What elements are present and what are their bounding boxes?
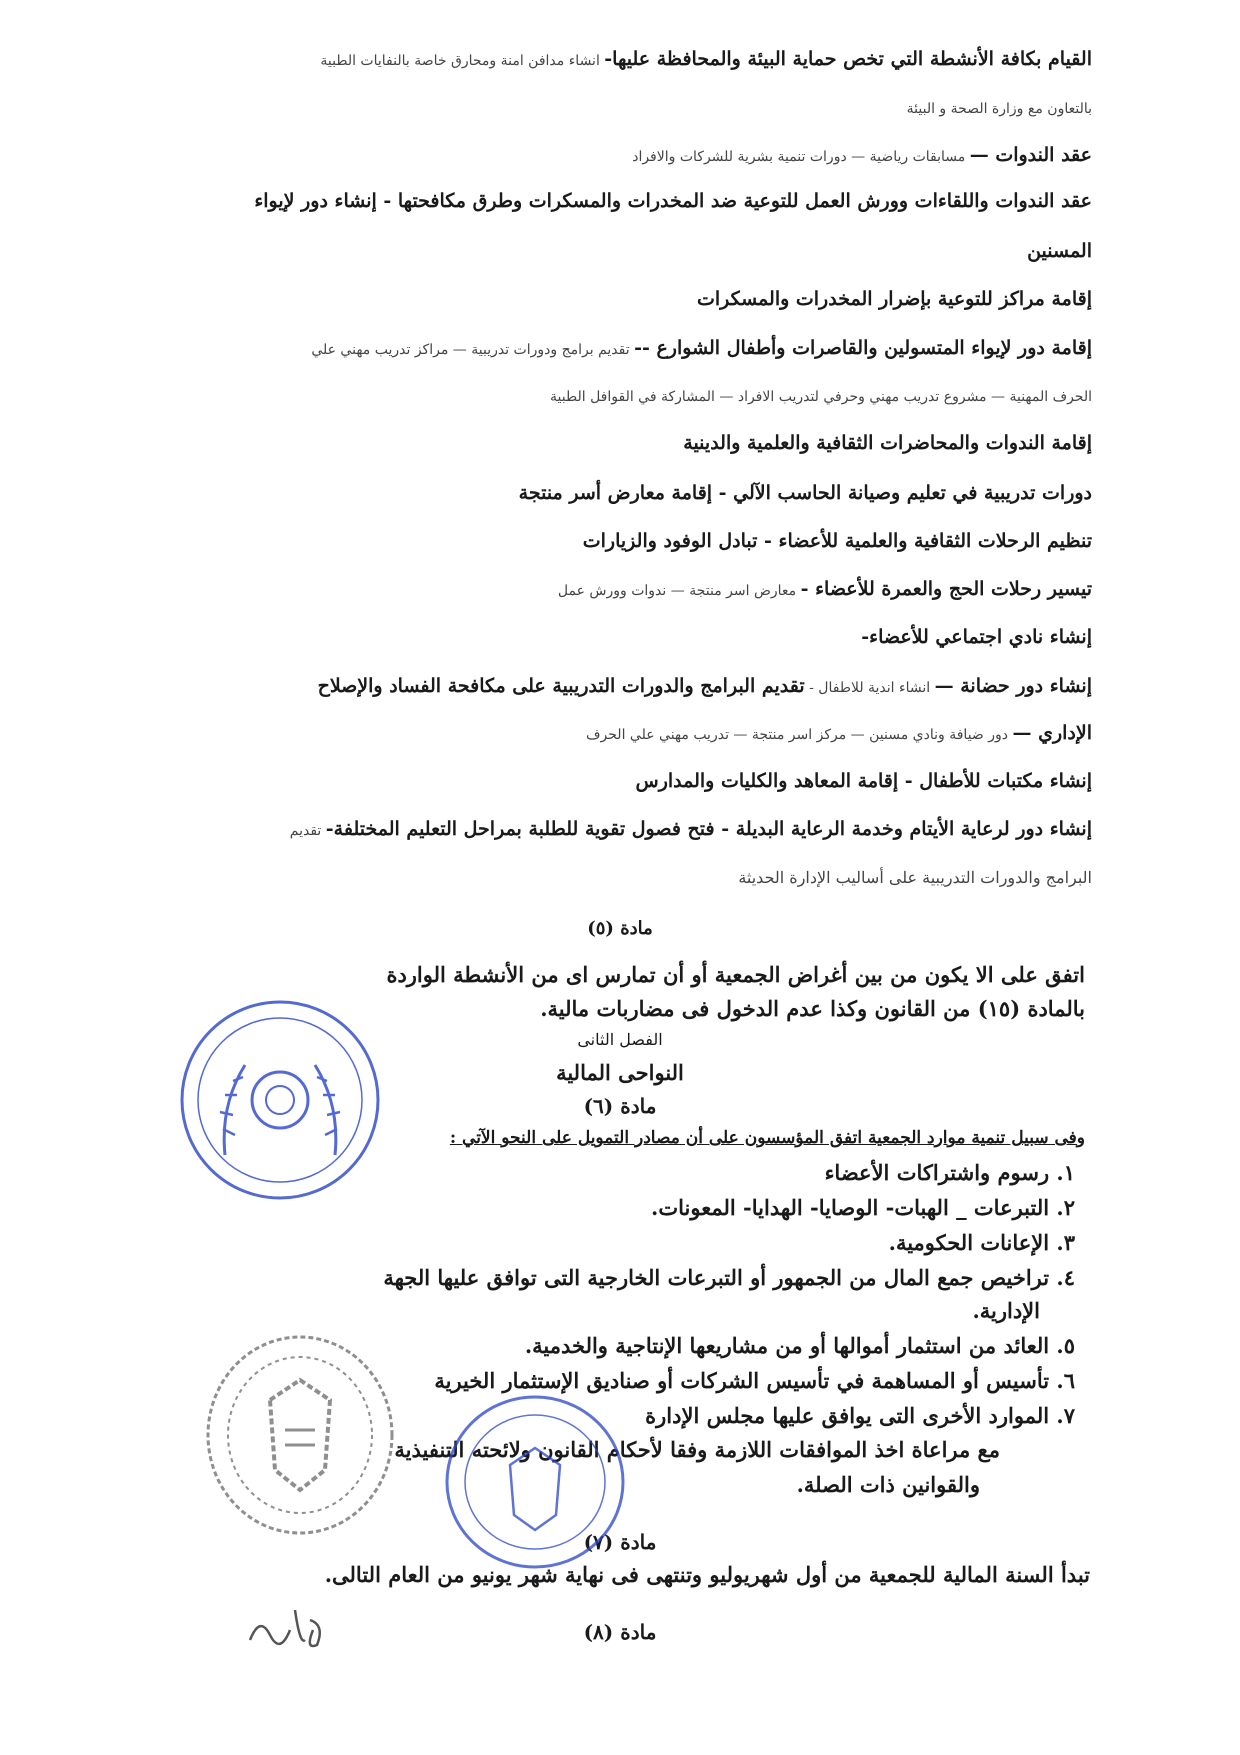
activity-light: مسابقات رياضية — دورات تنمية بشرية للشركات والافراد: [632, 149, 970, 165]
activity-line: [583, 530, 1092, 553]
activity-bold: إقامة مراكز للتوعية بإضرار المخدرات والمسكرات: [696, 288, 1092, 310]
funding-item-number: ٥.: [1056, 1333, 1075, 1358]
chapter-label: الفصل الثانى: [577, 1030, 663, 1049]
funding-item-number: ٧.: [1056, 1403, 1075, 1428]
funding-item-text: الإعانات الحكومية.: [888, 1230, 1050, 1255]
activity-line: [320, 48, 1092, 71]
funding-item: [645, 1403, 1075, 1428]
funding-item: [825, 1160, 1075, 1185]
activity-light: تقديم: [289, 823, 326, 839]
funding-item-number: ٦.: [1056, 1368, 1075, 1393]
activity-bold: عقد الندوات —: [969, 144, 1092, 166]
article5-line1: اتفق على الا يكون من بين أغراض الجمعية أو أن تمارس اى من الأنشطة الواردة: [386, 962, 1085, 987]
activity-line: [550, 384, 1092, 407]
funding-item-text: العائد من استثمار أموالها أو من مشاريعها الإنتاجية والخدمية.: [524, 1333, 1050, 1358]
activity-bold: الإداري —: [1012, 722, 1092, 744]
blue-stamp-left: [165, 985, 395, 1215]
activity-bold: تيسير رحلات الحج والعمرة للأعضاء -: [800, 578, 1092, 600]
activity-bold: تنظيم الرحلات الثقافية والعلمية للأعضاء - تبادل الوفود والزيارات: [582, 530, 1092, 552]
activity-line: [318, 675, 1092, 698]
activity-line: [290, 818, 1092, 841]
chapter-title: النواحى المالية: [556, 1060, 684, 1085]
activity-line: [558, 578, 1092, 601]
activity-line: [586, 722, 1092, 745]
activity-light: الحرف المهنية — مشروع تدريب مهني وحرفي لتدريب الافراد — المشاركة في القوافل الطبية: [550, 389, 1092, 405]
activity-line: [738, 866, 1092, 889]
signature-mark: [245, 1600, 335, 1655]
funding-item: [383, 1265, 1075, 1290]
funding-item-text: تأسيس أو المساهمة في تأسيس الشركات أو صناديق الإستثمار الخيرية: [434, 1368, 1050, 1393]
funding-item-number: ٢.: [1056, 1195, 1075, 1220]
article6-intro: وفى سبيل تنمية موارد الجمعية اتفق المؤسسون على أن مصادر التمويل على النحو الآتي :: [449, 1128, 1085, 1148]
article6-note2: والقوانين ذات الصلة.: [796, 1472, 980, 1497]
activity-line: [636, 770, 1093, 793]
funding-item-number: ١.: [1056, 1160, 1075, 1185]
activity-bold: إنشاء نادي اجتماعي للأعضاء-: [861, 626, 1092, 648]
activity-bold: تقديم البرامج والدورات التدريبية على مكافحة الفساد والإصلاح: [317, 675, 805, 697]
activity-bold: إقامة دور لإيواء المتسولين والقاصرات وأطفال الشوارع --: [634, 337, 1092, 359]
activity-light: تقديم برامج ودورات تدريبية — مراكز تدريب مهني علي: [311, 342, 635, 358]
activity-line: [683, 432, 1092, 455]
article8-heading: مادة (٨): [583, 1620, 657, 1644]
activity-bold: المسنين: [1027, 240, 1092, 262]
funding-item-text: الموارد الأخرى التى يوافق عليها مجلس الإدارة: [645, 1403, 1050, 1428]
activity-bold: إنشاء دور لرعاية الأيتام وخدمة الرعاية البديلة - فتح فصول تقوية للطلبة بمراحل التعليم المختلفة-: [325, 818, 1092, 840]
article7-text: تبدأ السنة المالية للجمعية من أول شهريوليو وتنتهى فى نهاية شهر يونيو من العام التالى.: [324, 1562, 1090, 1587]
activity-light: انشاء مدافن امنة ومحارق خاصة بالنفايات الطبية: [320, 53, 605, 69]
activity-light: البرامج والدورات التدريبية على أساليب الإدارة الحديثة: [738, 868, 1092, 887]
activity-line: [632, 144, 1092, 167]
activity-line: [254, 190, 1092, 213]
funding-item-number: ٣.: [1056, 1230, 1075, 1255]
article5-line2: بالمادة (١٥) من القانون وكذا عدم الدخول فى مضاربات مالية.: [540, 996, 1085, 1021]
activity-bold: دورات تدريبية في تعليم وصيانة الحاسب الآلي - إقامة معارض أسر منتجة: [518, 482, 1092, 504]
article5-heading: مادة (٥): [587, 918, 653, 939]
gray-stamp-left: [200, 1330, 400, 1540]
blue-stamp-center: [440, 1390, 630, 1575]
funding-item-text: الإدارية.: [972, 1298, 1040, 1323]
activity-bold: إنشاء مكتبات للأطفال - إقامة المعاهد والكليات والمدارس: [635, 770, 1092, 792]
funding-item: [651, 1195, 1075, 1220]
activity-line: [907, 96, 1092, 119]
funding-item-text: تراخيص جمع المال من الجمهور أو التبرعات الخارجية التى توافق عليها الجهة: [383, 1265, 1050, 1290]
funding-item-continued: [972, 1298, 1040, 1323]
activity-line: [697, 288, 1092, 311]
activity-bold: عقد الندوات واللقاءات وورش العمل للتوعية ضد المخدرات والمسكرات وطرق مكافحتها - إنشاء دور لإيواء: [254, 190, 1092, 212]
article6-note1: مع مراعاة اخذ الموافقات اللازمة وفقا لأحكام القانون ولائحته التنفيذية: [394, 1437, 1000, 1462]
funding-item: [525, 1333, 1075, 1358]
funding-item-text: التبرعات _ الهبات- الوصايا- الهدايا- المعونات.: [651, 1195, 1050, 1220]
activity-bold: إنشاء دور حضانة —: [934, 675, 1092, 697]
activity-light: بالتعاون مع وزارة الصحة و البيئة: [906, 101, 1092, 117]
activity-light: معارض اسر منتجة — ندوات وورش عمل: [557, 583, 801, 599]
activity-light: دور ضيافة ونادي مسنين — مركز اسر منتجة — تدريب مهني علي الحرف: [586, 727, 1013, 743]
article6-heading: مادة (٦): [583, 1094, 657, 1118]
article7-heading: مادة (٧): [583, 1530, 657, 1554]
activity-light: انشاء اندية للاطفال -: [804, 680, 935, 696]
activity-line: [311, 337, 1092, 360]
activity-line: [861, 626, 1092, 649]
activity-line: [1027, 240, 1092, 263]
activity-bold: إقامة الندوات والمحاضرات الثقافية والعلمية والدينية: [683, 432, 1092, 454]
funding-item-number: ٤.: [1056, 1265, 1075, 1290]
funding-item-text: رسوم واشتراكات الأعضاء: [824, 1160, 1050, 1185]
activity-bold: القيام بكافة الأنشطة التي تخص حماية البيئة والمحافظة عليها-: [604, 48, 1092, 70]
funding-item: [889, 1230, 1075, 1255]
activity-line: [519, 482, 1092, 505]
